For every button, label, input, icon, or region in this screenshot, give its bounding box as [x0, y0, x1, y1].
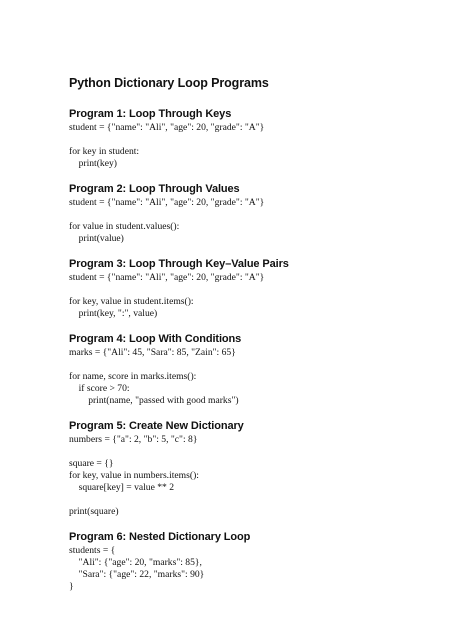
program-heading: Program 1: Loop Through Keys	[69, 108, 232, 120]
section-gap	[69, 170, 449, 181]
code-line: for name, score in marks.items():	[69, 371, 197, 382]
code-line: for key in student:	[69, 146, 140, 157]
section-gap	[69, 407, 449, 418]
code-line: for value in student.values():	[69, 221, 180, 232]
program-section	[69, 106, 449, 170]
program-heading: Program 4: Loop With Conditions	[69, 333, 242, 345]
program-section	[69, 256, 449, 320]
blank-line	[69, 134, 449, 146]
document-page	[69, 74, 449, 593]
code-line: student = {"name": "Ali", "age": 20, "grade": "A"}	[69, 197, 265, 208]
code-line: for key, value in student.items():	[69, 296, 194, 307]
code-line: students = {	[69, 545, 116, 556]
program-section	[69, 181, 449, 245]
program-heading: Program 6: Nested Dictionary Loop	[69, 531, 251, 543]
program-heading: Program 2: Loop Through Values	[69, 183, 240, 195]
section-gap	[69, 518, 449, 529]
code-line: print(name, "passed with good marks")	[69, 395, 239, 406]
code-line: marks = {"Ali": 45, "Sara": 85, "Zain": 65}	[69, 347, 236, 358]
code-line: numbers = {"a": 2, "b": 5, "c": 8}	[69, 434, 198, 445]
code-line: }	[69, 581, 74, 592]
program-section	[69, 529, 449, 593]
blank-line	[69, 359, 449, 371]
code-line: print(value)	[69, 233, 124, 244]
code-line: print(key, ":", value)	[69, 308, 158, 319]
section-gap	[69, 320, 449, 331]
section-gap	[69, 245, 449, 256]
code-line: "Ali": {"age": 20, "marks": 85},	[69, 557, 202, 568]
code-line: print(key)	[69, 158, 117, 169]
blank-line	[69, 209, 449, 221]
code-line: if score > 70:	[69, 383, 130, 394]
blank-line	[69, 494, 449, 506]
code-line: square[key] = value ** 2	[69, 482, 175, 493]
program-heading: Program 3: Loop Through Key–Value Pairs	[69, 258, 289, 270]
code-line: "Sara": {"age": 22, "marks": 90}	[69, 569, 205, 580]
code-line: square = {}	[69, 458, 114, 469]
blank-line	[69, 284, 449, 296]
program-heading: Program 5: Create New Dictionary	[69, 420, 244, 432]
program-section	[69, 331, 449, 407]
code-line: student = {"name": "Ali", "age": 20, "grade": "A"}	[69, 122, 265, 133]
document-title: Python Dictionary Loop Programs	[69, 76, 269, 90]
code-line: for key, value in numbers.items():	[69, 470, 199, 481]
code-line: print(square)	[69, 506, 119, 517]
blank-line	[69, 446, 449, 458]
code-line: student = {"name": "Ali", "age": 20, "grade": "A"}	[69, 272, 265, 283]
program-section	[69, 418, 449, 518]
programs-list	[69, 106, 449, 593]
